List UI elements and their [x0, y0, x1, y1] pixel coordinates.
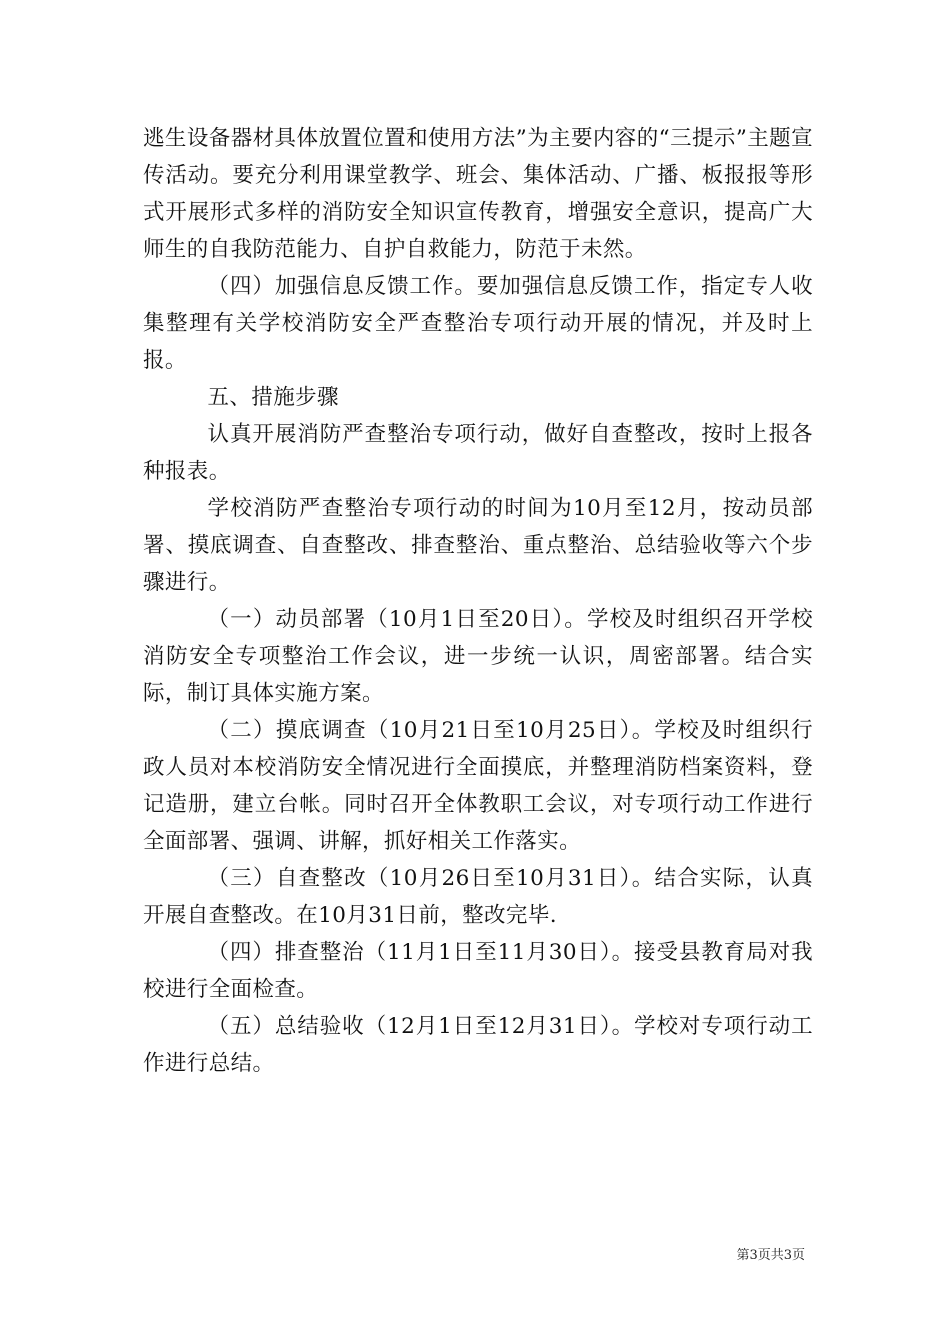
page-number-footer: 第3页共3页: [736, 1248, 805, 1263]
document-body: [143, 120, 813, 1082]
paragraph-step-three: （三）自查整改（10月26日至10月31日）。结合实际，认真开展自查整改。在10月31日前，整改完毕.: [143, 866, 813, 928]
paragraph-step-one: （一）动员部署（10月1日至20日）。学校及时组织召开学校消防安全专项整治工作会议，进一步统一认识，周密部署。结合实际，制订具体实施方案。: [143, 607, 813, 706]
paragraph-timeline: 学校消防严查整治专项行动的时间为10月至12月，按动员部署、摸底调查、自查整改、排查整治、重点整治、总结验收等六个步骤进行。: [143, 496, 813, 595]
paragraph-continuation: 逃生设备器材具体放置位置和使用方法”为主要内容的“三提示”主题宣传活动。要充分利用课堂教学、班会、集体活动、广播、板报报等形式开展形式多样的消防安全知识宣传教育，增强安全意识，提高广大师生的自我防范能力、自护自救能力，防范于未然。: [143, 126, 813, 262]
section-heading-measures: 五、措施步骤: [207, 385, 339, 410]
paragraph-item-four-feedback: （四）加强信息反馈工作。要加强信息反馈工作，指定专人收集整理有关学校消防安全严查整治专项行动开展的情况，并及时上报。: [143, 274, 813, 373]
paragraph-measures-intro: 认真开展消防严查整治专项行动，做好自查整改，按时上报各种报表。: [143, 422, 813, 484]
paragraph-step-two: （二）摸底调查（10月21日至10月25日）。学校及时组织行政人员对本校消防安全情况进行全面摸底，并整理消防档案资料，登记造册，建立台帐。同时召开全体教职工会议，对专项行动工作进行全面部署、强调、讲解，抓好相关工作落实。: [143, 718, 813, 854]
paragraph-step-four: （四）排查整治（11月1日至11月30日）。接受县教育局对我校进行全面检查。: [143, 940, 813, 1002]
paragraph-step-five: （五）总结验收（12月1日至12月31日）。学校对专项行动工作进行总结。: [143, 1014, 813, 1076]
